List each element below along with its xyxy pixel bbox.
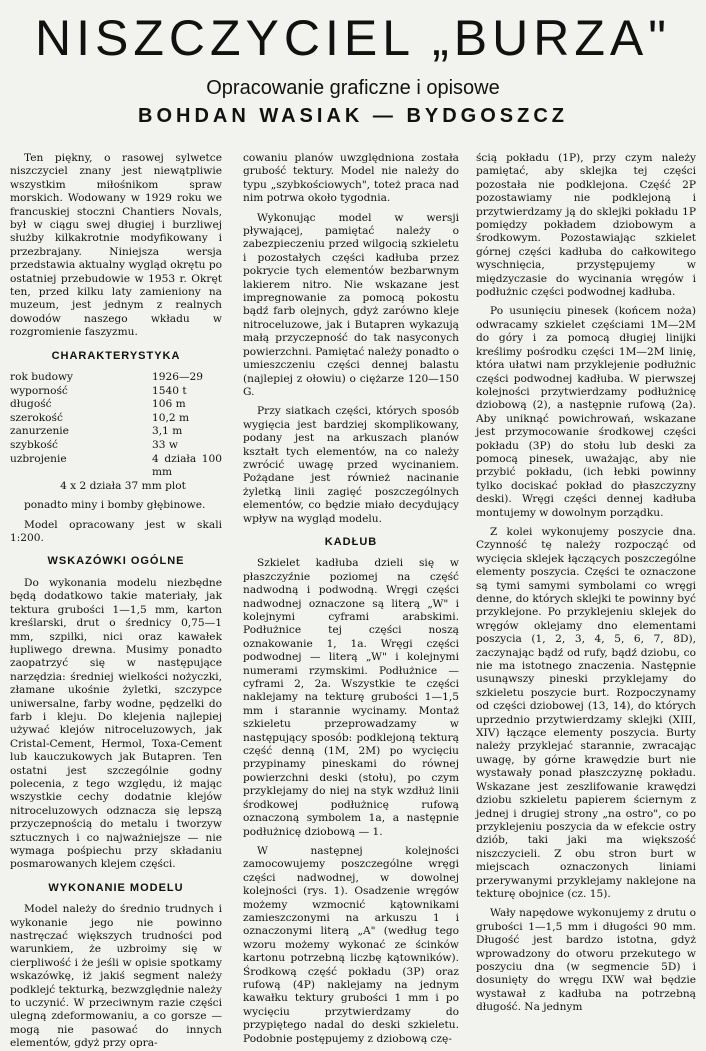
spec-value: 3,1 m xyxy=(152,425,183,438)
spec-row xyxy=(10,371,222,385)
spec-label: uzbrojenie xyxy=(10,452,67,465)
spec-value: 106 m xyxy=(152,398,186,411)
model-build-heading: WYKONANIE MODELU xyxy=(48,881,184,894)
text-column-3 xyxy=(476,152,696,1020)
floating-version-paragraph: Wykonując model w wersji pływającej, pamiętać należy o zabezpieczeniu przed wilgocią szkieletu i pozostałych części kadłuba przez pokrycie tych elementów bezbarwnym lakierem nitro. Nie wskazane jest impregnowanie za pomocą pokostu bądź farb olejnych, gdyż zarówno kleje nitroceluzowe, jak i Butapren wykazują małą przyczepność do tak nasyconych powierzchni. Pamiętać należy ponadto o umieszczeniu części dennej balastu (najlepiej z ołowiu) o ciężarze 120—150 G. xyxy=(243,211,459,398)
spec-label: wyporność xyxy=(10,384,68,397)
scale-note: Model opracowany jest w skali 1:200. xyxy=(10,518,222,545)
article-title: NISZCZYCIEL „BURZA" xyxy=(35,10,671,66)
spec-table xyxy=(10,371,222,513)
spec-extra-mines: ponadto miny i bomby głębinowe. xyxy=(24,499,206,512)
general-hints-heading: WSKAZÓWKI OGÓLNE xyxy=(47,555,185,568)
spec-row xyxy=(10,439,222,453)
spec-value: 33 w xyxy=(152,439,178,452)
bottom-plating-paragraph: Z kolei wykonujemy poszycie dna. Czynność tę należy rozpocząć od wycięcia sklejek łączących poszczególne elementy poszycia. Części te oznaczone są tymi samymi symbolami co wręgi denne, do których sklejki te powinny być przyklejone. Po przyklejeniu sklejek do wręgów oklejamy dno elementami poszycia (1, 2, 3, 4, 5, 6, 7, 8D), zaczynając bądź od rufy, bądź dziobu, co nie ma istotnego znaczenia. Następnie usunąwszy pineski przyklejamy do szkieletu poszycie burt. Rozpoczynamy od części dziobowej (13, 14), do których uprzednio przytwierdzamy sklejki (XIII, XIV) łączące elementy poszycia. Burty należy przyklejać starannie, zwracając uwagę, by górne krawędzie burt nie wystawały ponad płaszczyznę pokładu. Wskazane jest zeszlifowanie krawędzi dziobu szkieletu papierem ściernym z jednej i drugiej strony „na ostro", co po przyklejeniu poszycia da w efekcie ostry dziób, taki jaki ma większość niszczycieli. Z obu stron burt w miejscach oznaczonych liniami przerywanymi przyklejamy naklejone na tekturę obojnice (cz. 15). xyxy=(476,525,696,900)
hull-heading: KADŁUB xyxy=(324,535,378,548)
spec-value: 1540 t xyxy=(152,384,187,397)
spec-row xyxy=(10,412,222,426)
spec-row xyxy=(10,425,222,439)
parts-bending-paragraph: Przy siatkach części, których sposób wygięcia jest bardziej skomplikowany, podany jest na arkuszach planów kształt tych elementów, na co należy zwrócić uwagę przed wycinaniem. Pożądane jest również nacinanie żyletką linii zagięć poszczególnych elementów, co będzie miało decydujący wpływ na wygląd modelu. xyxy=(243,405,459,525)
model-build-paragraph: Model należy do średnio trudnych i wykonanie jego nie powinno nastręczać większych trudności pod warunkiem, że uzbroimy się w cierpliwość i że jeśli w opisie spotkamy wskazówkę, iż jakiś segment należy podklejć tekturką, bezwzględnie należy to uczynić. W przeciwnym razie części ulegną zdeformowaniu, a co gorsze — mogą nie pasować do innych elementów, gdyż przy opra- xyxy=(10,903,222,1050)
spec-value: 4 działa 100 mm xyxy=(152,452,222,479)
spec-label: rok budowy xyxy=(10,371,74,384)
spec-row xyxy=(10,398,222,412)
article-author: BOHDAN WASIAK — BYDGOSZCZ xyxy=(138,105,568,127)
spec-label: długość xyxy=(10,398,52,411)
general-hints-paragraph: Do wykonania modelu niezbędne będą dodatkowo takie materiały, jak tektura grubości 1—1,5 mm, karton kreślarski, drut o średnicy 0,75—1 mm, szpilki, nici oraz kawałek łupliwego drewna. Musimy ponadto zaopatrzyć się w następujące narzędzia: średniej wielkości nożyczki, złamane ukośnie żyletki, szczypce uniwersalne, farby wodne, pędzelki do farb i kleju. Do klejenia najlepiej używać klejów nitroceluzowych, jak Cristal-Cement, Hermol, Toxa-Cement lub kauczukowych jak Butapren. Ten ostatni jest szczególnie godny polecenia, z tego względu, iż mając wszystkie cechy dodatnie klejów nitroceluzowych odznacza się lepszą przyczepnością do metalu i tworzyw sztucznych i co najważniejsze — nie wymaga pośpiechu przy składaniu posmarowanych klejem części. xyxy=(10,576,222,871)
characteristics-heading: CHARAKTERYSTYKA xyxy=(51,349,181,362)
text-column-1 xyxy=(10,152,222,1050)
spec-extra-guns: 4 x 2 działa 37 mm plot xyxy=(60,479,186,492)
spec-row xyxy=(10,385,222,399)
spec-label: szerokość xyxy=(10,411,63,424)
deck-paragraph: ścią pokładu (1P), przy czym należy pamiętać, aby sklejka tej części pozostała nie podklejona. Część 2P pozostawiamy nie podklejoną i przytwierdzamy ją do sklejki pokładu 1P pomiędzy pokładem dziobowym a środkowym. Pozostawiając szkielet górnej części kadłuba do całkowitego wyschnięcia, przystępujemy w międzyczasie do wycinania wręgów i podłużnic części podwodnej kadłuba. xyxy=(476,152,696,299)
spec-row xyxy=(10,453,222,480)
hull-skeleton-paragraph: Szkielet kadłuba dzieli się w płaszczyźnie poziomej na część nadwodną i podwodną. Wręgi części nadwodnej oznaczone są literą „W" i kolejnymi cyframi arabskimi. Podłużnice tej części noszą oznakowanie 1, 1a. Wręgi części podwodnej — literą „W" i kolejnymi numerami rzymskimi. Podłużnice — cyframi 2, 2a. Wszystkie te części naklejamy na tekturę grubości 1—1,5 mm i starannie wycinamy. Montaż szkieletu przeprowadzamy w następujący sposób: podklejoną tekturą część denną (1M, 2M) po wycięciu przypinamy pineskami do równej powierzchni deski (stołu), po czym przyklejamy do niej na styk wzdłuż linii środkowej podłużnicę rufową oznaczoną symbolem 1a, a następnie podłużnicę dziobową — 1. xyxy=(243,557,459,838)
article-subtitle: Opracowanie graficzne i opisowe xyxy=(206,77,500,99)
spec-label: zanurzenie xyxy=(10,425,69,438)
intro-paragraph: Ten piękny, o rasowej sylwetce niszczyciel znany jest niewątpliwie wszystkim miłośnikom spraw morskich. Wodowany w 1929 roku we francuskiej stoczni Chantiers Novals, był w ciągu swej długiej i burzliwej służby kilkakrotnie modyfikowany i przezbrajany. Niniejsza wersja przedstawia aktualny wygląd okrętu po ostatniej przebudowie w 1953 r. Okręt ten, przed kilku laty zamieniony na muzeum, jest jednym z realnych dowodów naszego wkładu w rozgromienie faszyzmu. xyxy=(10,152,222,339)
drive-shafts-paragraph: Wały napędowe wykonujemy z drutu o grubości 1—1,5 mm i długości 90 mm. Długość jest bardzo istotna, gdyż wprowadzony do otworu przekutego w poszyciu dna (w segmencie 5D) i dosunięty do wręgu IXW wał będzie wystawał z kadłuba na potrzebną długość. Na jednym xyxy=(476,907,697,1014)
spec-label: szybkość xyxy=(10,439,58,452)
text-column-2 xyxy=(243,152,459,1045)
underwater-part-paragraph: Po usunięciu pinesek (końcem noża) odwracamy szkielet częściami 1M—2M do góry i za pomocą długiej linijki kreślimy pośrodku części 1M—2M linię, która ułatwi nam przyklejenie podłużnic części podwodnej kadłuba. W pierwszej kolejności przytwierdzamy podłużnicę dziobową (2), a następnie rufową (2a). Aby uniknąć powichrowań, wskazane jest przymocowanie środkowej części pokładu (3P) do stołu lub deski za pomocą pinesek, uważając, aby nie przybić pokładu, (ich łebki powinny tylko dociskać pokład do płaszczyzny deski). Wręgi części dennej kadłuba montujemy w dowolnym porządku. xyxy=(476,305,696,519)
continued-paragraph: cowaniu planów uwzględniona została grubość tektury. Model nie należy do typu „szybkościowych", toteż praca nad nim potrwa około tygodnia. xyxy=(243,152,459,205)
spec-value: 1926—29 xyxy=(152,371,204,384)
frames-paragraph: W następnej kolejności zamocowujemy poszczególne wręgi części nadwodnej, w dowolnej kolejności (rys. 1). Osadzenie wręgów możemy wzmocnić kątownikami zamieszczonymi na arkuszu 1 i oznaczonymi literą „A" (według tego wzoru możemy wykonać ze ścinków kartonu potrzebną liczbę kątowników). Środkową część pokładu (3P) oraz rufową (4P) naklejamy na jednym kawałku tektury grubości 1 mm i po wycięciu przytwierdzamy do przypiętego nadal do deski szkieletu. Podobnie postępujemy z dziobową czę- xyxy=(243,844,459,1045)
spec-value: 10,2 m xyxy=(152,411,190,424)
